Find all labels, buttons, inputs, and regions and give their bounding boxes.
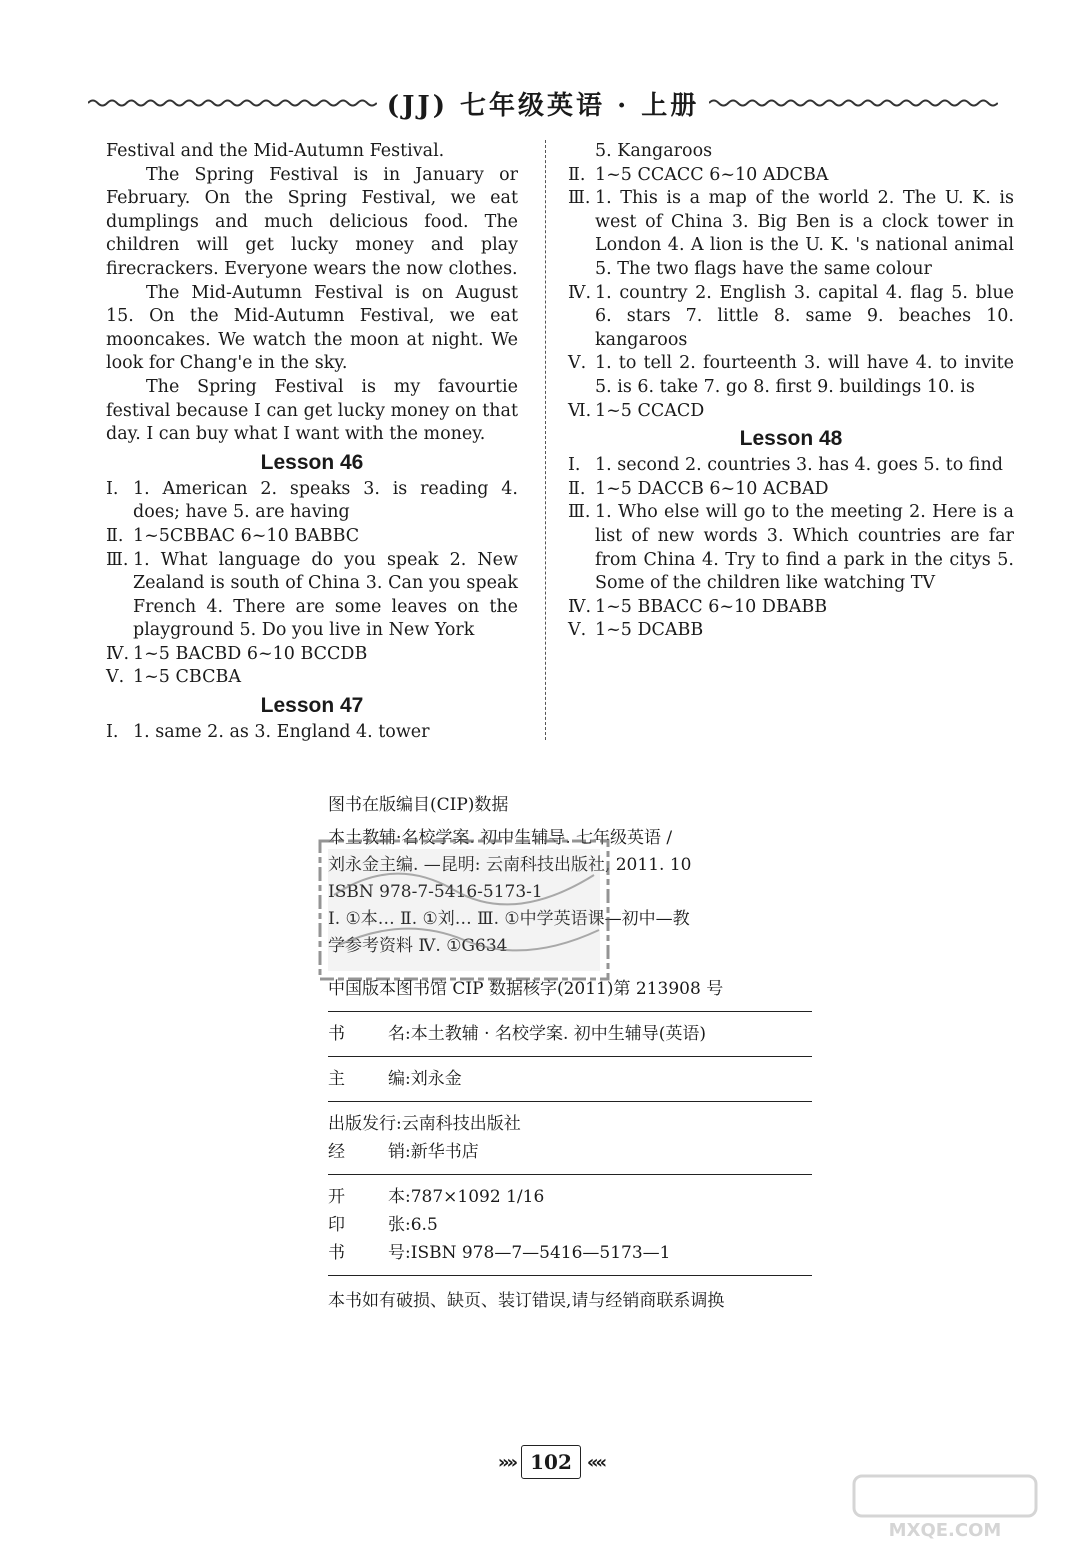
answer-item (106, 666, 518, 690)
field-label: 出版发行: (328, 1114, 402, 1134)
answer-text: 1~5 DACCB 6~10 ACBAD (595, 478, 829, 499)
field-value: 云南科技出版社 (401, 1114, 521, 1134)
section-number: Ⅴ. (568, 620, 587, 641)
section-number: Ⅲ. (106, 549, 129, 570)
page-number-value: 102 (521, 1445, 581, 1479)
answer-item (568, 282, 1014, 353)
answer-item (106, 478, 518, 525)
colophon-table (328, 1011, 818, 1276)
section-number: Ⅱ. (106, 525, 124, 546)
answer-text: 1. This is a map of the world 2. The U. K. is west of China 3. Big Ben is a clock tower in London 4. A lion is the U. K. 's national animal 5. The two flags have the same colour (595, 188, 1014, 279)
essay-paragraph: The Spring Festival is in January or February. On the Spring Festival, we eat dumplings and much delicious food. The children will get lucky money and play firecrackers. Everyone wears the now clothes. (106, 164, 518, 279)
page-number (478, 1442, 624, 1482)
answer-text: 1~5 BBACC 6~10 DBABB (595, 596, 828, 617)
field-label: 开 (328, 1187, 345, 1207)
answer-text: 1~5 CCACD (595, 400, 705, 421)
answer-text: 1. second 2. countries 3. has 4. goes 5. to find (595, 455, 1003, 476)
essay-paragraph: Festival and the Mid-Autumn Festival. (106, 141, 445, 161)
cip-line: ISBN 978-7-5416-5173-1 (328, 882, 543, 902)
field-label: 名: (388, 1024, 411, 1044)
field-label: 本: (388, 1187, 411, 1207)
section-number: Ⅴ. (568, 353, 587, 374)
field-label: 书 (328, 1024, 345, 1044)
section-number: Ⅳ. (568, 596, 592, 617)
field-label: 书 (328, 1243, 345, 1263)
field-value: 本土教辅 · 名校学案. 初中生辅导(英语) (410, 1024, 707, 1044)
answer-item (568, 596, 1014, 620)
table-rule (328, 1011, 812, 1012)
chevrons-left-icon: «« (586, 1451, 605, 1473)
colophon-row-editor (328, 1065, 818, 1093)
cip-colophon (328, 792, 818, 1315)
answer-item (568, 400, 1014, 424)
replacement-notice: 本书如有破损、缺页、装订错误,请与经销商联系调换 (328, 1291, 725, 1311)
section-number: Ⅰ. (106, 722, 119, 743)
answer-text: 1~5 CBCBA (133, 667, 241, 688)
answer-text: 1~5CBBAC 6~10 BABBC (133, 525, 360, 546)
colophon-row-format (328, 1183, 818, 1211)
cip-line: 刘永金主编. —昆明: 云南科技出版社, 2011. 10 (328, 855, 692, 875)
cip-line: 学参考资料 Ⅳ. ①G634 (328, 936, 508, 956)
answer-item (568, 478, 1014, 502)
answer-text: 1. What language do you speak 2. New Zealand is south of China 3. Can you speak French 4. There are some leaves on the playground 5. Do you live in New York (133, 549, 518, 641)
section-number: Ⅴ. (106, 667, 125, 688)
answer-text: 1~5 CCACC 6~10 ADCBA (595, 164, 829, 185)
right-column (568, 140, 1014, 643)
answer-item (568, 164, 1014, 188)
table-rule (328, 1056, 812, 1057)
watermark-text: MXQE.COM (888, 1520, 1002, 1541)
section-number: Ⅵ. (568, 400, 592, 421)
answer-item (568, 619, 1014, 643)
section-number: Ⅲ. (568, 188, 591, 209)
answer-item (568, 501, 1014, 595)
answer-text: 1. Who else will go to the meeting 2. Here is a list of new words 3. Which countries are far from China 4. Try to find a park in the citys 5. Some of the children like watching TV (595, 502, 1014, 594)
essay-paragraph: The Spring Festival is my favourtie festival because I can get lucky money on that day. I can buy what I want with the money. (106, 376, 518, 445)
left-column (106, 140, 518, 745)
cip-line: 本土教辅·名校学案. 初中生辅导. 七年级英语 / (328, 828, 673, 848)
wavy-rule-right (709, 98, 998, 108)
answer-item (568, 352, 1014, 399)
site-watermark-logo (850, 1472, 1040, 1542)
field-label: 编: (388, 1069, 411, 1089)
field-label: 号: (388, 1243, 411, 1263)
field-value: 787×1092 1/16 (410, 1187, 545, 1207)
section-number: Ⅱ. (568, 164, 586, 185)
essay-paragraph: The Mid-Autumn Festival is on August 15. On the Mid-Autumn Festival, we eat mooncakes. We watch the moon at night. We look for Chang'e in the sky. (106, 282, 518, 374)
answer-item (568, 454, 1014, 478)
lesson-heading: Lesson 47 (260, 694, 364, 718)
colophon-row-seller (328, 1138, 818, 1166)
field-label: 主 (328, 1069, 345, 1089)
table-rule (328, 1101, 812, 1102)
field-value: 6.5 (410, 1215, 438, 1235)
answer-text: 1~5 DCABB (595, 620, 704, 641)
cip-title: 图书在版编目(CIP)数据 (328, 795, 509, 815)
wavy-rule-left (88, 98, 377, 108)
colophon-row-sheets (328, 1211, 818, 1239)
field-label: 经 (328, 1142, 345, 1162)
colophon-row-publisher (328, 1110, 818, 1138)
answer-continuation: 5. Kangaroos (595, 141, 713, 161)
chevrons-right-icon: »» (497, 1451, 516, 1473)
field-value: 刘永金 (410, 1069, 462, 1089)
answer-text: 1. American 2. speaks 3. is reading 4. does; have 5. are having (133, 478, 518, 523)
answer-item (106, 721, 518, 745)
field-label: 印 (328, 1215, 345, 1235)
field-value: 新华书店 (410, 1142, 479, 1162)
answer-item (106, 549, 518, 643)
answer-text: 1. same 2. as 3. England 4. tower (133, 722, 430, 743)
colophon-row-isbn (328, 1239, 818, 1267)
answer-text: 1~5 BACBD 6~10 BCCDB (133, 643, 368, 664)
lesson-heading: Lesson 48 (739, 427, 843, 451)
section-number: Ⅰ. (568, 455, 581, 476)
field-label: 销: (388, 1142, 411, 1162)
header-title: (JJ) 七年级英语 · 上册 (386, 90, 700, 121)
page-header (88, 88, 998, 121)
cip-line: Ⅰ. ①本… Ⅱ. ①刘… Ⅲ. ①中学英语课—初中—教 (328, 909, 690, 929)
answer-item (106, 525, 518, 549)
answer-item (106, 643, 518, 667)
table-rule (328, 1174, 812, 1175)
section-number: Ⅳ. (106, 643, 130, 664)
answer-text: 1. country 2. English 3. capital 4. flag 5. blue 6. stars 7. little 8. same 9. beaches 10. kangaroos (595, 282, 1014, 350)
section-number: Ⅲ. (568, 502, 591, 523)
table-rule (328, 1275, 812, 1276)
colophon-row-title (328, 1020, 818, 1048)
section-number: Ⅰ. (106, 478, 119, 499)
field-label: 张: (388, 1215, 411, 1235)
answer-item (568, 187, 1014, 281)
lesson-heading: Lesson 46 (260, 450, 364, 474)
answer-text: 1. to tell 2. fourteenth 3. will have 4. to invite 5. is 6. take 7. go 8. first 9. buildings 10. is (595, 353, 1014, 397)
section-number: Ⅱ. (568, 478, 586, 499)
field-value: ISBN 978—7—5416—5173—1 (410, 1243, 671, 1263)
section-number: Ⅳ. (568, 282, 592, 303)
cip-record (328, 825, 818, 960)
cip-data-number: 中国版本图书馆 CIP 数据核字(2011)第 213908 号 (328, 979, 724, 999)
column-divider (545, 140, 546, 740)
